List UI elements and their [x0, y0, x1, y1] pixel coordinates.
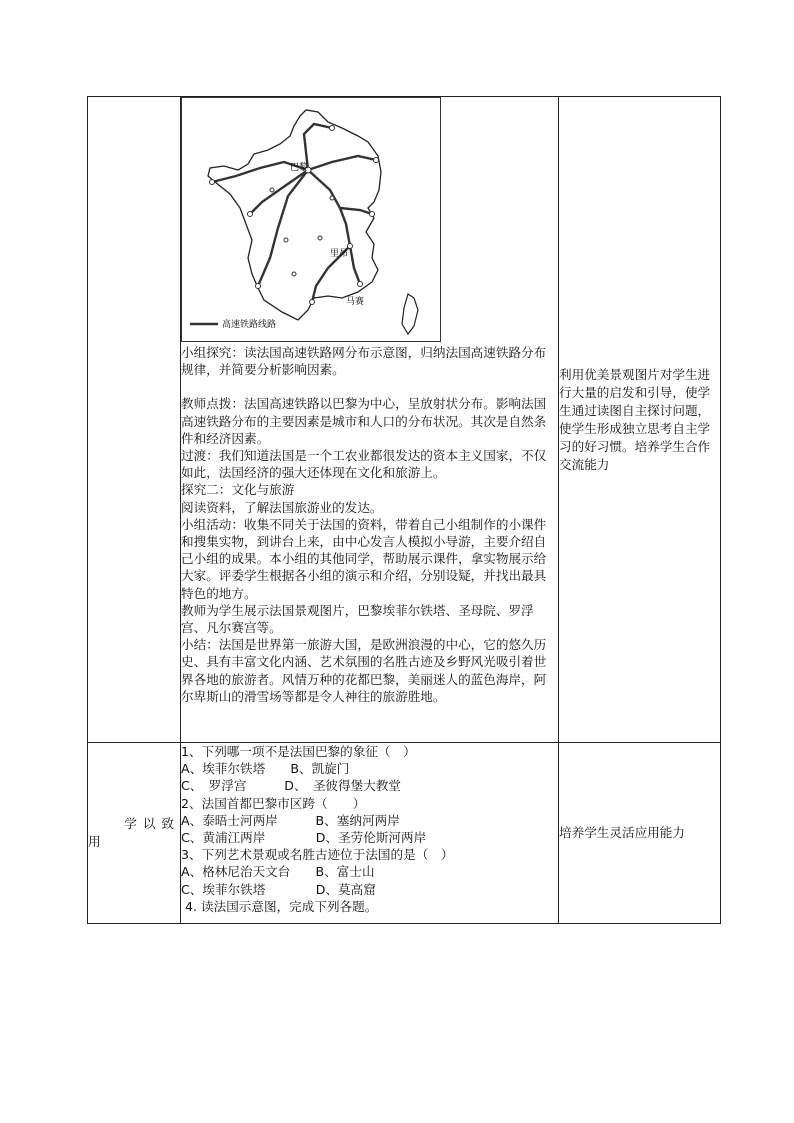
question-1-options-ab: A、埃菲尔铁塔 B、凯旋门 [181, 761, 350, 777]
section-label-line1: 学以致 [124, 816, 180, 831]
question-3-options-ab: A、格林尼治天文台 B、富士山 [181, 864, 375, 880]
teacher-guidance-paragraph: 教师点拨：法国高速铁路以巴黎为中心，呈放射状分布。影响法国高速铁路分布的主要因素是城市和人口的分布状况。其次是自然条件和经济因素。 [181, 396, 547, 446]
design-intent-text: 利用优美景观图片对学生进行大量的启发和引导，使学生通过读图自主探讨问题，使学生形成独立思考自主学习的好习惯。培养学生合作交流能力 [559, 366, 711, 472]
ability-note-text: 培养学生灵活应用能力 [559, 825, 685, 840]
table-row [88, 97, 721, 743]
reading-paragraph: 阅读资料，了解法国旅游业的发达。 [181, 499, 383, 515]
section-label-line2: 用 [88, 834, 101, 849]
section-label-cell [88, 743, 181, 924]
question-1: 1、下列哪一项不是法国巴黎的象征（ ） [181, 744, 416, 759]
table-row [88, 743, 721, 924]
content-cell [181, 97, 559, 743]
question-4: 4. 读法国示意图，完成下列各题。 [185, 898, 378, 914]
question-2-options-ab: A、泰晤士河两岸 B、塞纳河两岸 [181, 812, 400, 828]
lesson-table [87, 96, 721, 924]
group-inquiry-paragraph: 小组探究：读法国高速铁路网分布示意图，归纳法国高速铁路分布规律，并简要分析影响因素。 [181, 345, 547, 378]
design-intent-cell [559, 97, 721, 743]
summary-paragraph: 小结：法国是世界第一旅游大国，是欧洲浪漫的中心，它的悠久历史、具有丰富文化内涵、艺术氛围的名胜古迹及乡野风光吸引着世界各地的旅游者。风情万种的花都巴黎，美丽迷人的蓝色海岸，阿尔卑斯山的滑雪场等都是令人神往的旅游胜地。 [181, 637, 547, 704]
transition-paragraph: 过渡：我们知道法国是一个工农业都很发达的资本主义国家，不仅如此，法国经济的强大还体现在文化和旅游上。 [181, 448, 547, 481]
inquiry-two-heading: 探究二：文化与旅游 [181, 482, 295, 498]
legend-label: 高速铁路线路 [222, 320, 277, 330]
ability-note-cell [559, 743, 721, 924]
question-2-options-cd: C、黄浦江两岸 D、圣劳伦斯河两岸 [181, 830, 427, 846]
france-railway-map [181, 97, 441, 342]
question-2: 2、法国首都巴黎市区跨（ ） [181, 795, 366, 811]
city-label-paris: 巴黎 [290, 163, 309, 173]
empty-label-cell [88, 97, 181, 743]
question-3: 3、下列艺术景观或名胜古迹位于法国的是（ ） [181, 847, 454, 863]
group-activity-paragraph: 小组活动：收集不同关于法国的资料，带着自己小组制作的小课件和搜集实物，到讲台上来，由中心发言人模拟小导游，主要介绍自己小组的成果。本小组的其他同学，帮助展示课件，拿实物展示给大家。评委学生根据各小组的演示和介绍，分别设疑，并找出最具特色的地方。 [181, 516, 547, 601]
city-label-lyon: 里昂 [330, 249, 349, 259]
exercise-cell [181, 743, 559, 924]
city-label-marseille: 马赛 [346, 297, 365, 307]
teacher-display-paragraph: 教师为学生展示法国景观图片，巴黎埃菲尔铁塔、圣母院、罗浮宫、凡尔赛宫等。 [181, 602, 534, 636]
france-map-svg [182, 98, 440, 341]
question-3-options-cd: C、埃菲尔铁塔 D、莫高窟 [181, 881, 376, 897]
question-1-options-cd: C、 罗浮宫 D、 圣彼得堡大教堂 [181, 778, 401, 794]
